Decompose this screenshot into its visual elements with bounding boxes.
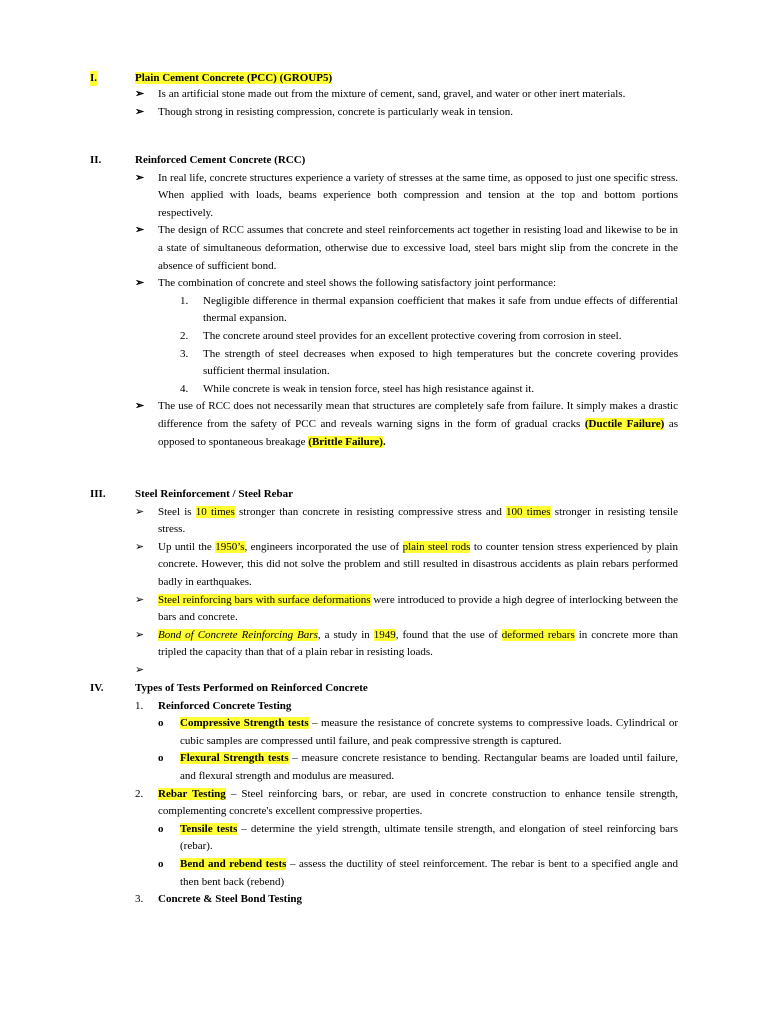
list-item: ➢ Bond of Concrete Reinforcing Bars, a study in 1949, found that the use of deformed rebars in concrete more than tripled the capacity than that of a plain rebar in resisting loads.: [135, 628, 678, 659]
numbered-item: 1. Negligible difference in thermal expansion coefficient that makes it safe from undue effects of differential thermal expansion.: [180, 294, 678, 325]
numbered-item: 4. While concrete is weak in tension force, steel has high resistance against it.: [180, 382, 535, 395]
list-item: ➢ Up until the 1950’s, engineers incorporated the use of plain steel rods to counter tension stress experienced by plain concrete. However, this did not solve the problem and still resulted in disastrous accidents as plain rebars performed badly in earthquakes.: [135, 540, 678, 588]
numbered-item: 2. Rebar Testing – Steel reinforcing bars, or rebar, are used in concrete construction to enhance tensile strength, complementing concrete's excellent compressive properties.: [135, 787, 678, 818]
arrow-bullet-icon: ➢: [135, 224, 145, 237]
arrow-bullet-icon: ➢: [135, 171, 145, 184]
arrow-bullet-icon: ➢: [135, 540, 145, 553]
section-title: Plain Cement Concrete (PCC) (GROUP5): [135, 72, 333, 84]
arrow-bullet-icon: ➢: [135, 505, 145, 518]
arrow-bullet-icon: ➢: [135, 400, 145, 413]
list-item: ➢ Steel is 10 times stronger than concrete in resisting compressive stress and 100 times stronger in resisting tensile stress.: [135, 505, 678, 536]
list-item: ➢ The combination of concrete and steel shows the following satisfactory joint performance:: [90, 275, 678, 293]
list-item: ➢ In real life, concrete structures experience a variety of stresses at the same time, as opposed to just one specific stress. When applied with loads, beams experience both compression and tension at the top and bottom portions respectively.: [135, 171, 678, 219]
numbered-item: 3. The strength of steel decreases when exposed to high temperatures but the concrete covering provides sufficient thermal insulation.: [180, 347, 678, 378]
section-rcc: [90, 152, 678, 451]
arrow-bullet-icon: ➢: [135, 593, 145, 606]
arrow-bullet-icon: ➢: [135, 663, 145, 676]
arrow-bullet-icon: ➢: [135, 105, 145, 118]
highlight-ductile: (Ductile Failure): [584, 417, 665, 430]
numbered-item: 1. Reinforced Concrete Testing: [135, 699, 292, 712]
list-item: ➢ Though strong in resisting compression, concrete is particularly weak in tension.: [90, 104, 678, 122]
section-number: IV.: [90, 682, 104, 694]
sub-item: o Tensile tests – determine the yield strength, ultimate tensile strength, and elongation of steel reinforcing bars (rebar).: [158, 822, 678, 853]
numbered-item: 2. The concrete around steel provides for an excellent protective covering from corrosion in steel.: [180, 329, 622, 342]
circle-bullet-icon: o: [158, 857, 164, 870]
section-number: I.: [90, 72, 98, 84]
section-tests: [90, 680, 678, 909]
section-pcc: [90, 71, 678, 121]
circle-bullet-icon: o: [158, 717, 164, 730]
circle-bullet-icon: o: [158, 752, 164, 765]
list-item: ➢ Steel reinforcing bars with surface deformations were introduced to provide a high degree of interlocking between the bars and concrete.: [135, 593, 679, 624]
section-number: III.: [90, 488, 106, 500]
section-steel-rebar: [90, 486, 678, 680]
circle-bullet-icon: o: [158, 822, 164, 835]
sub-item: o Flexural Strength tests – measure concrete resistance to bending. Rectangular beams are loaded until failure, and flexural strength and modulus are measured.: [158, 752, 678, 782]
list-item: ➢ The design of RCC assumes that concrete and steel reinforcements act together in resisting load and likewise to be in a state of simultaneous deformation, otherwise due to excessive load, steel bars might slip from the concrete in the absence of sufficient bond.: [135, 224, 678, 272]
numbered-item: 3. Concrete & Steel Bond Testing: [135, 893, 303, 906]
list-item-empty: [90, 662, 678, 680]
arrow-bullet-icon: ➢: [135, 88, 145, 100]
arrow-bullet-icon: ➢: [135, 628, 145, 641]
section-number: II.: [90, 154, 102, 166]
list-item: ➢ The use of RCC does not necessarily mean that structures are completely safe from failure. It simply makes a drastic difference from the safety of PCC and reveals warning signs in the form of gradual cracks (Ductile Failure) as opposed to spontaneous breakage (Brittle Failure).: [135, 400, 678, 448]
section-title: Reinforced Cement Concrete (RCC): [135, 154, 306, 166]
section-title: Types of Tests Performed on Reinforced Concrete: [135, 682, 368, 694]
sub-item: o Compressive Strength tests – measure the resistance of concrete systems to compressive loads. Cylindrical or cubic samples are compressed until failure, and peak compressive strength is captured.: [158, 717, 678, 747]
list-item: ➢ Is an artificial stone made out from the mixture of cement, sand, gravel, and water or other inert materials.: [90, 86, 678, 104]
highlight-brittle: (Brittle Failure): [308, 435, 383, 448]
section-title: Steel Reinforcement / Steel Rebar: [135, 488, 294, 500]
sub-item: o Bend and rebend tests – assess the ductility of steel reinforcement. The rebar is bent to a specified angle and then bent back (rebend): [158, 857, 678, 888]
arrow-bullet-icon: ➢: [135, 277, 145, 290]
